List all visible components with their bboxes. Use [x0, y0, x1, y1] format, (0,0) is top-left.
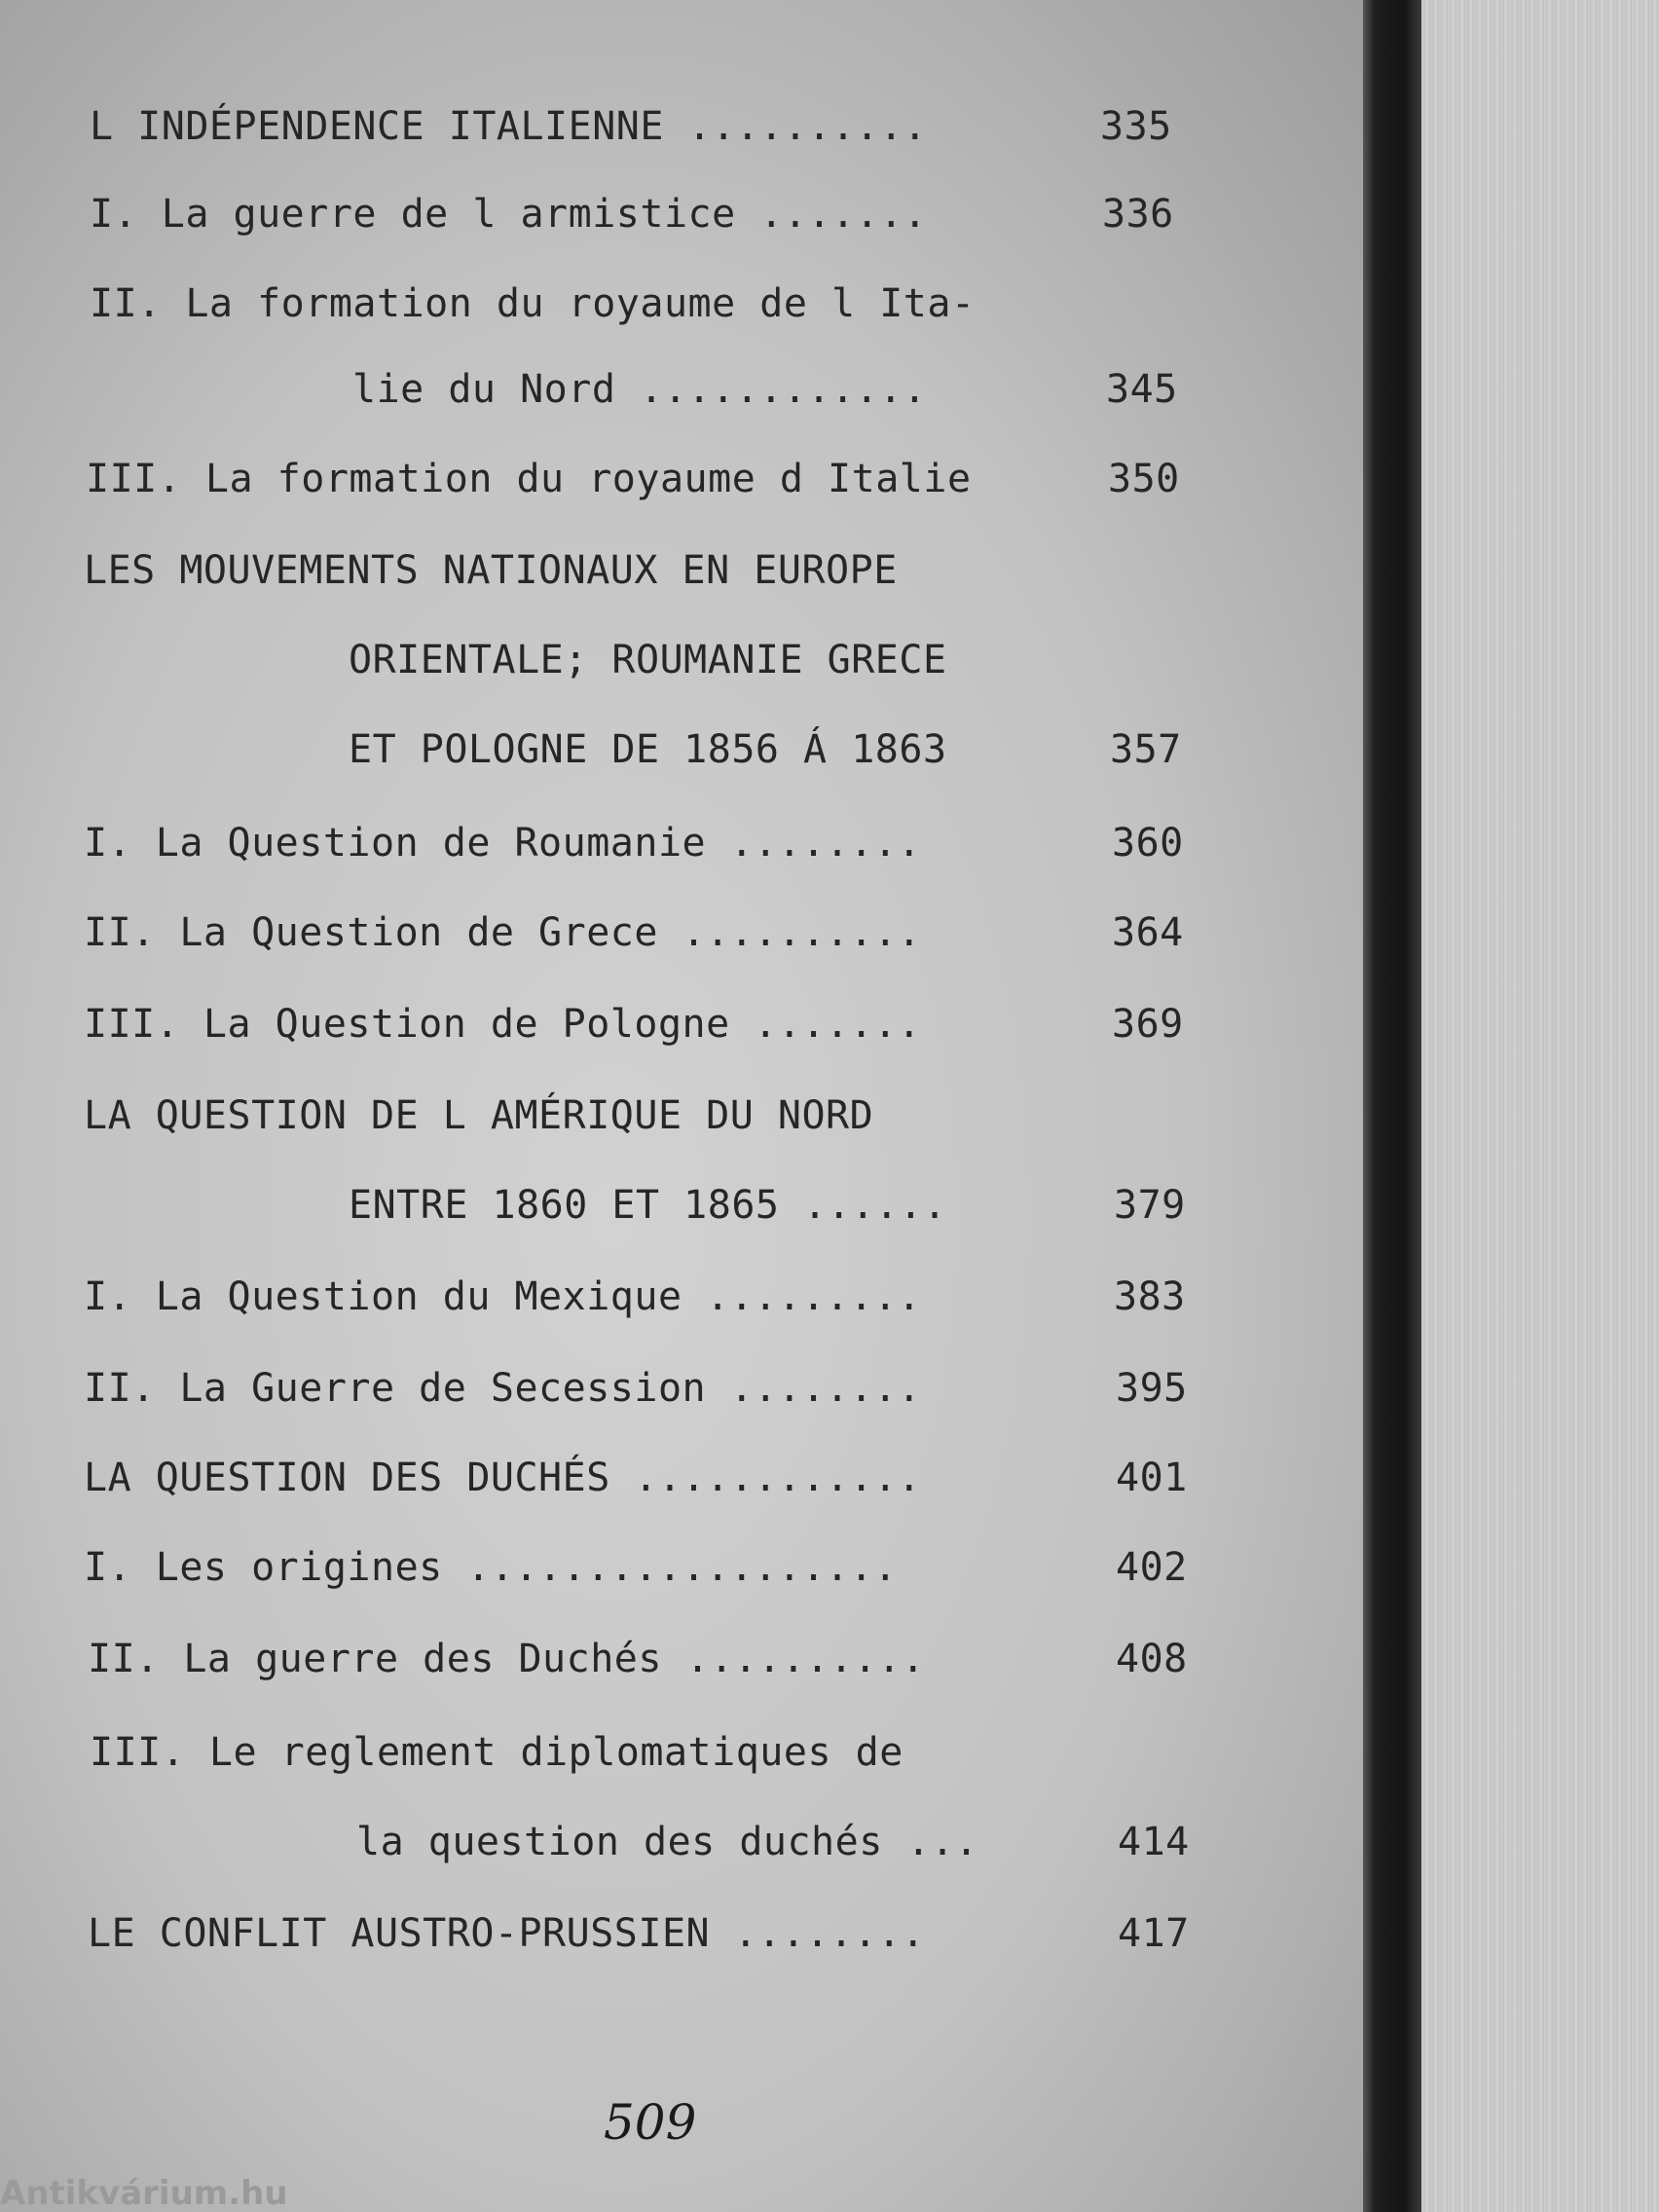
- toc-entry-text: L INDÉPENDENCE ITALIENNE ..........: [90, 104, 928, 149]
- toc-entry-text: I. Les origines ..................: [84, 1545, 898, 1590]
- toc-entry: [0, 1087, 1363, 1145]
- toc-entry: [0, 185, 1363, 243]
- watermark: Antikvárium.hu: [0, 2176, 288, 2212]
- toc-entry-text: I. La Question du Mexique .........: [84, 1274, 922, 1319]
- toc-entry: [0, 995, 1363, 1053]
- toc-entry-page: 395: [1116, 1366, 1188, 1411]
- toc-entry-page: 417: [1118, 1911, 1190, 1956]
- toc-entry-text: III. La Question de Pologne .......: [84, 1002, 922, 1047]
- toc-entry: [0, 1268, 1363, 1326]
- toc-entry-text: LA QUESTION DE L AMÉRIQUE DU NORD: [84, 1093, 874, 1138]
- toc-entry-page: 369: [1112, 1002, 1184, 1047]
- toc-entry-text: LES MOUVEMENTS NATIONAUX EN EUROPE: [84, 548, 898, 593]
- toc-entry-page: 336: [1102, 192, 1174, 237]
- toc-entry-page: 335: [1100, 104, 1172, 149]
- toc-entry: [0, 1176, 1363, 1235]
- toc-entry-text: III. Le reglement diplomatiques de: [90, 1730, 903, 1775]
- toc-entry: [0, 1723, 1363, 1782]
- toc-entry-text: II. La guerre des Duchés ..........: [88, 1637, 926, 1681]
- toc-entry-text: I. La Question de Roumanie ........: [84, 821, 922, 866]
- toc-entry-page: 379: [1114, 1183, 1186, 1228]
- toc-entry: [0, 1359, 1363, 1418]
- toc-entry: [0, 450, 1363, 508]
- toc-entry: [0, 97, 1363, 156]
- background-surface: [1421, 0, 1659, 2212]
- toc-entry-text: LE CONFLIT AUSTRO-PRUSSIEN ........: [88, 1911, 926, 1956]
- toc-entry-page: 402: [1116, 1545, 1188, 1590]
- toc-entry-text: la question des duchés ...: [356, 1820, 979, 1864]
- toc-entry-text: ORIENTALE; ROUMANIE GRECE: [349, 638, 947, 682]
- toc-entry: [0, 541, 1363, 600]
- toc-entry-page: 401: [1116, 1456, 1188, 1500]
- toc-entry: [0, 1538, 1363, 1597]
- toc-entry: [0, 275, 1363, 333]
- toc-entry: [0, 1813, 1363, 1871]
- toc-entry-text: lie du Nord ............: [352, 367, 927, 412]
- toc-entry-page: 364: [1112, 910, 1184, 955]
- toc-entry: [0, 631, 1363, 689]
- toc-entry-page: 414: [1118, 1820, 1190, 1864]
- toc-entry: [0, 1630, 1363, 1688]
- toc-entry: [0, 903, 1363, 962]
- toc-entry-page: 360: [1112, 821, 1184, 866]
- toc-entry-text: LA QUESTION DES DUCHÉS ............: [84, 1456, 922, 1500]
- toc-entry: [0, 360, 1363, 419]
- toc-entry-text: II. La Question de Grece ..........: [84, 910, 922, 955]
- toc-entry-page: 357: [1110, 727, 1182, 772]
- toc-entry-page: 408: [1116, 1637, 1188, 1681]
- toc-entry-page: 350: [1108, 457, 1180, 501]
- toc-entry-text: ET POLOGNE DE 1856 Á 1863: [349, 727, 947, 772]
- toc-entry-text: ENTRE 1860 ET 1865 ......: [349, 1183, 947, 1228]
- toc-entry: [0, 1904, 1363, 1963]
- toc-entry: [0, 814, 1363, 872]
- toc-entry: [0, 1449, 1363, 1507]
- toc-entry: [0, 720, 1363, 779]
- toc-entry-text: III. La formation du royaume d Italie: [86, 457, 972, 501]
- toc-entry-text: I. La guerre de l armistice .......: [90, 192, 928, 237]
- handwritten-page-number: 509: [604, 2094, 697, 2151]
- toc-entry-text: II. La formation du royaume de l Ita-: [90, 281, 976, 326]
- toc-entry-page: 383: [1114, 1274, 1186, 1319]
- toc-entry-page: 345: [1106, 367, 1178, 412]
- toc-entry-text: II. La Guerre de Secession ........: [84, 1366, 922, 1411]
- book-spine: [1363, 0, 1421, 2212]
